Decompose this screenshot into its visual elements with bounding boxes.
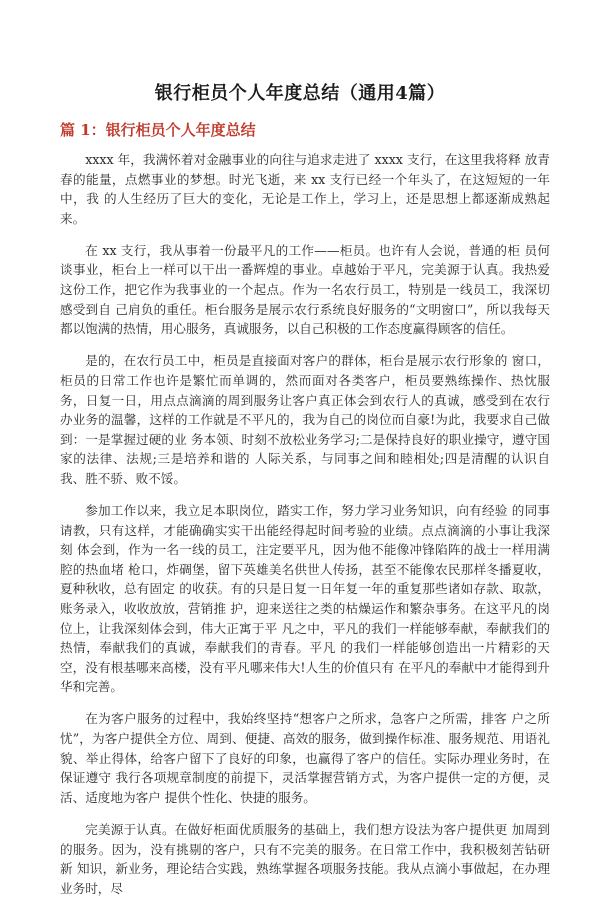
paragraph: 在 xx 支行，我从事着一份最平凡的工作——柜员。也许有人会说，普通的柜 员何谈事业，柜台上一样可以干出一番辉煌的事业。卓越始于平凡，完美源于认真。我热爱 这份工作，把它作为我事业的一个起点。作为一名农行员工，特别是一线员工，我深切感受到自 己肩负的重任。柜台服务是展示农行系统良好服务的“文明窗口”，所以我每天都以饱满的热情，用心服务，真诚服务，以自己积极的工作态度赢得顾客的信任。 xyxy=(60,242,550,337)
paragraph: 是的，在农行员工中，柜员是直接面对客户的群体，柜台是展示农行形象的 窗口，柜员的日常工作也许是繁忙而单调的，然而面对各类客户，柜员要熟练操作、热忱服务，日复一日，用点点滴滴的周到服务让客户真正体会到农行人的真诚，感受到在农行办业务的温馨，这样的工作就是不平凡的，我为自己的岗位而自豪!为此，我要求自己做到：一是掌握过硬的业 务本领、时刻不放松业务学习;二是保持良好的职业操守，遵守国家的法律、法规;三是培养和谐的 人际关系，与同事之间和睦相处;四是清醒的认识自我、胜不骄、败不馁。 xyxy=(60,353,550,486)
paragraph: 在为客户服务的过程中，我始终坚持“想客户之所求，急客户之所需，排客 户之所忧”，为客户提供全方位、周到、便捷、高效的服务，做到操作标准、服务规范、用语礼 貌、举止得体，给客户留下了良好的印象，也赢得了客户的信任。实际办理业务时，在保证遵守 我行各项规章制度的前提下，灵活掌握营销方式，为客户提供一定的方便，灵活、适度地为客户 提供个性化、快捷的服务。 xyxy=(60,711,550,805)
paragraph: xxxx 年，我满怀着对金融事业的向往与追求走进了 xxxx 支行，在这里我将释 放青春的能量，点燃事业的梦想。时光飞逝，来 xx 支行已经一个年头了，在这短短的一年中，我 的人生经历了巨大的变化，无论是工作上，学习上，还是思想上都逐渐成熟起来。 xyxy=(60,152,550,226)
document-title: 银行柜员个人年度总结（通用4篇） xyxy=(154,83,446,104)
document-body xyxy=(60,150,550,911)
paragraph: 完美源于认真。在做好柜面优质服务的基础上，我们想方设法为客户提供更 加周到的服务。因为，没有挑剔的客户，只有不完美的服务。在日常工作中，我积极刻苦钻研新 知识，新业务，理论结合实践，熟练掌握各项服务技能。我从点滴小事做起，在办理业务时，尽 xyxy=(60,821,550,896)
section-heading: 篇 1：银行柜员个人年度总结 xyxy=(60,121,256,139)
paragraph: 参加工作以来，我立足本职岗位，踏实工作，努力学习业务知识，向有经验 的同事请教，只有这样，才能确确实实干出能经得起时间考验的业绩。点点滴滴的小事让我深刻 体会到，作为一名一线的员工，注定要平凡，因为他不能像冲锋陷阵的战士一样用满腔的热血堵 枪口，炸碉堡，留下英雄美名供世人传扬，甚至不能像农民那样冬播夏收，夏种秋收，总有固定 的收获。有的只是日复一日年复一年的重复那些诸如存款、取款，账务录入，收收放放，营销推 护，迎来送往之类的枯燥运作和繁杂事务。在这平凡的岗位上，让我深刻体会到，伟大正寓于平 凡之中，平凡的我们一样能够奉献，奉献我们的热情，奉献我们的真诚，奉献我们的青春。平凡 的我们一样能够创造出一片精彩的天空，没有根基哪来高楼，没有平凡哪来伟大!人生的价值只有 在平凡的奉献中才能得到升华和完善。 xyxy=(60,503,550,695)
